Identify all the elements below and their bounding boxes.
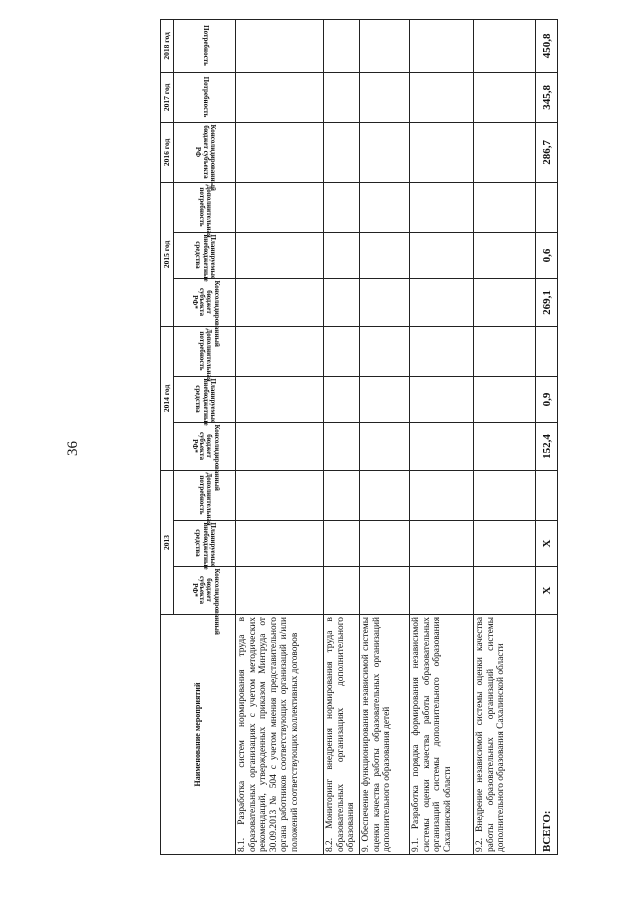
header-year-2016: 2016 год: [161, 122, 174, 182]
rotated-table-wrapper: [160, 20, 553, 855]
table-row: [236, 19, 324, 854]
row-name: 9. Обеспечение функционирования независимой системы оценки качества работы образовательных организаций дополнительного образования детей: [360, 615, 410, 855]
total-2016-consolidated: 286,7: [536, 122, 558, 182]
table-row: [324, 19, 360, 854]
header-2013-consolidated: Консолидированный бюджет субъекта РФ*: [174, 567, 236, 615]
header-year-2018: 2018 год: [161, 19, 174, 72]
header-2015-additional: Дополнительная потребность: [174, 182, 236, 232]
total-label: ВСЕГО:: [536, 615, 558, 855]
funding-table: [160, 19, 558, 855]
total-2013-extrabudget: Х: [536, 521, 558, 567]
header-2014-extrabudget: Планируемые внебюджетные средства: [174, 376, 236, 422]
total-2015-additional: [536, 182, 558, 232]
row-name: 9.1. Разработка порядка формирования независимой системы оценки качества работы образовательных организаций системы дополнительного образования Сахалинской области: [410, 615, 474, 855]
total-2013-additional: [536, 470, 558, 520]
total-2014-additional: [536, 326, 558, 376]
row-name: 8.1. Разработка систем нормирования труда в образовательных организациях с учетом методических рекомендаций, утвержденных приказом Минтруда от 30.09.2013 № 504 с учетом мнения представительного органа работников соответствующих организаций и/или положений соответствующих коллективных договоров: [236, 615, 324, 855]
total-2018-need: 450,8: [536, 19, 558, 72]
total-2013-consolidated: Х: [536, 567, 558, 615]
header-year-2017: 2017 год: [161, 72, 174, 122]
header-2014-additional: Дополнительная потребность: [174, 326, 236, 376]
header-2015-consolidated: Консолидированный бюджет субъекта РФ*: [174, 278, 236, 326]
page-number: 36: [65, 441, 81, 456]
header-year-2014: 2014 год: [161, 326, 174, 470]
table-row: [410, 19, 474, 854]
table-row: [474, 19, 536, 854]
header-2013-additional: Дополнительная потребность: [174, 470, 236, 520]
header-2015-extrabudget: Планируемые внебюджетные средства: [174, 232, 236, 278]
total-2015-consolidated: 269,1: [536, 278, 558, 326]
header-year-2013: 2013: [161, 470, 174, 614]
header-year-2015: 2015 год: [161, 182, 174, 326]
total-2017-need: 345,8: [536, 72, 558, 122]
total-2015-extrabudget: 0,6: [536, 232, 558, 278]
row-name: 8.2. Мониторинг внедрения нормирования труда в образовательных организациях дополнительного образования: [324, 615, 360, 855]
header-name: Наименование мероприятий: [161, 615, 236, 855]
header-2017-need: Потребность: [174, 72, 236, 122]
total-2014-extrabudget: 0,9: [536, 376, 558, 422]
total-2014-consolidated: 152,4: [536, 422, 558, 470]
table-row: [360, 19, 410, 854]
header-row-years: [161, 19, 174, 854]
header-2014-consolidated: Консолидированный бюджет субъекта РФ*: [174, 422, 236, 470]
row-name: 9.2. Внедрение независимой системы оценки качества работы образовательных организаций системы дополнительного образования Сахалинской области: [474, 615, 536, 855]
total-row: [536, 19, 558, 854]
header-2016-consolidated: Консолидированный бюджет субъекта РФ: [174, 122, 236, 182]
header-2013-extrabudget: Планируемые внебюджетные средства: [174, 521, 236, 567]
header-2018-need: Потребность: [174, 19, 236, 72]
